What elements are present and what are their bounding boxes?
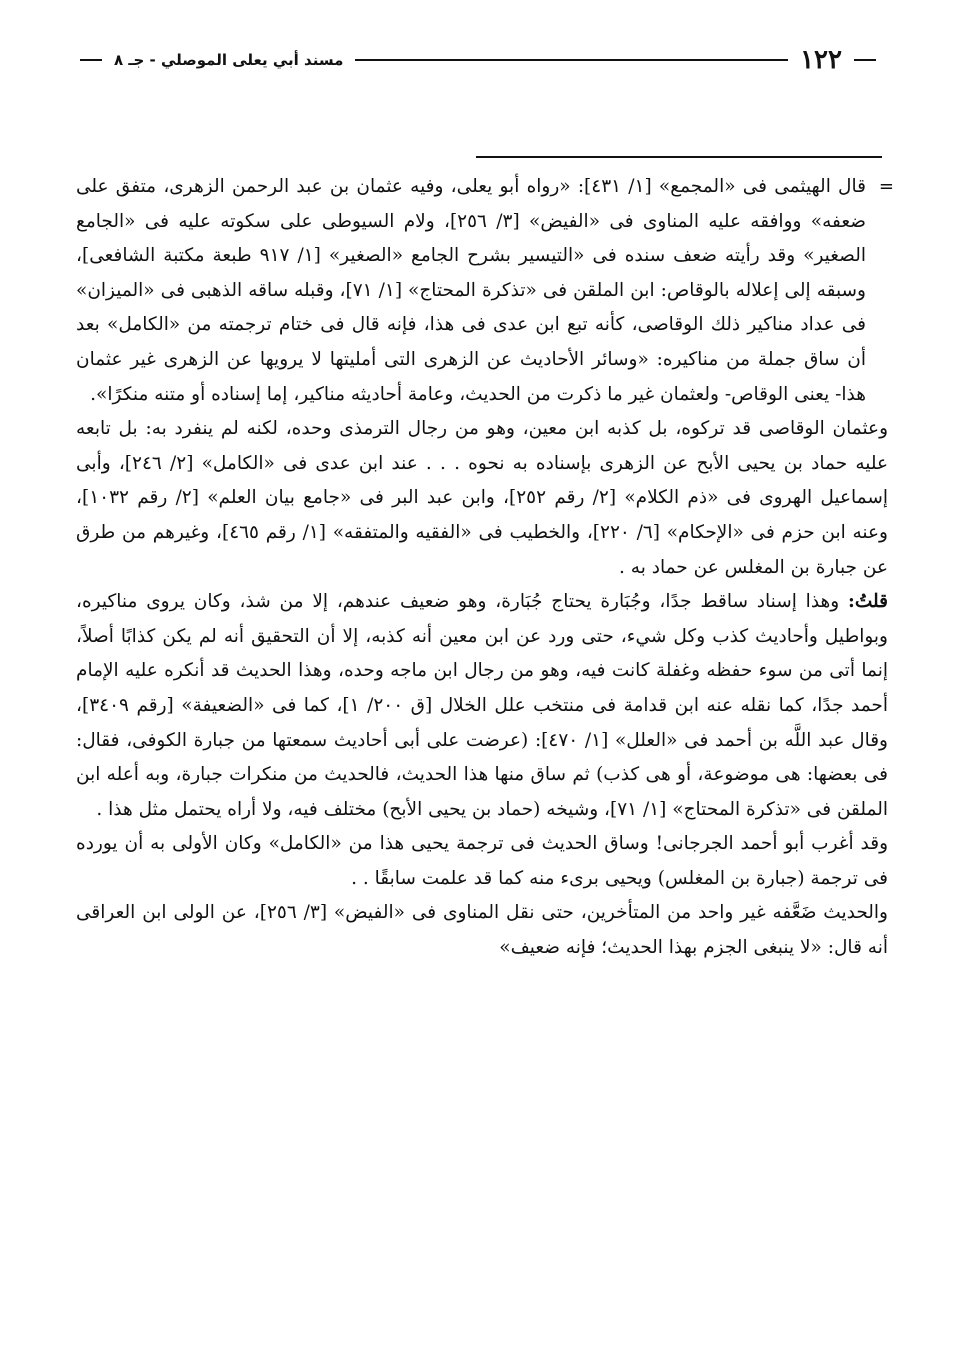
footnote-body: [76, 170, 894, 966]
running-title: مسند أبي يعلى الموصلي - جـ ٨: [114, 51, 344, 69]
footnote-paragraph: [76, 412, 888, 585]
footnote-paragraph: [76, 170, 894, 412]
header-rule: [355, 59, 788, 61]
paragraph-text: والحديث ضَعَّفه غير واحد من المتأخرين، حتى نقل المناوى فى «الفيض» [٣/ ٢٥٦]، عن الولى ابن العراقى أنه قال: «لا ينبغى الجزم بهذا الحديث؛ فإنه ضعيف»: [76, 902, 888, 959]
footnote-paragraph: [76, 585, 888, 827]
footnote-separator: [476, 156, 882, 158]
header-dash-left: [80, 59, 102, 61]
paragraph-text: وهذا إسناد ساقط جدًا، وجُبَارة يحتاج جُبَارة، وهو ضعيف عندهم، إلا من شذ، وكان يروى مناكيره، وبواطيل وأحاديث كذب وكل شيء، حتى ورد عن ابن معين أنه كذبه، إلا أن التحقيق أنه لم يكن كذابًا أصلاً، إنما أتى من سوء حفظه وغفلة كانت فيه، وهو من رجال ابن ماجه وحده، وهذا الحديث قد أنكره عليه الإمام أحمد جدًا، كما نقله عنه ابن قدامة فى منتخب علل الخلال [ق ٢٠٠/ ١]، كما فى «الضعيفة» [رقم ٣٤٠٩]، وقال عبد اللَّه بن أحمد فى «العلل» [١/ ٤٧٠]: (عرضت على أبى أحاديث سمعتها من جبارة الكوفى، فقال: فى بعضها: هى موضوعة، أو هى كذب) ثم ساق منها هذا الحديث، فالحديث من منكرات جبارة، وبه أعله ابن الملقن فى «تذكرة المحتاج» [١/ ٧١]، وشيخه (حماد بن يحيى الأبح) مختلف فيه، ولا أراه يحتمل مثل هذا .: [76, 591, 888, 820]
header-dash-right: [854, 59, 876, 61]
paragraph-text: قال الهيثمى فى «المجمع» [١/ ٤٣١]: «رواه أبو يعلى، وفيه عثمان بن عبد الرحمن الزهرى، متفق على ضعفه» ووافقه عليه المناوى فى «الفيض» [٣/ ٢٥٦]، ولام السيوطى على سكوته عليه فى «الجامع الصغير» وقد رأيته ضعف سنده فى «التيسير بشرح الجامع «الصغير» [١/ ٩١٧ طبعة مكتبة الشافعى]، وسبقه إلى إعلاله بالوقاص: ابن الملقن فى «تذكرة المحتاج» [١/ ٧١]، وقبله ساقه الذهبى فى «الميزان» فى عداد مناكير ذلك الوقاصى، كأنه تبع ابن عدى فى هذا، فإنه قال فى ختام ترجمته من «الكامل» بعد أن ساق جملة من مناكيره: «وسائر الأحاديث عن الزهرى التى أمليتها لا يرويها عن الزهرى غير عثمان هذا- يعنى الوقاص- ولعثمان غير ما ذكرت من الحديث، وعامة أحاديثه مناكير، إما إسناده أو متنه منكرًا».: [76, 176, 867, 405]
page-number: ١٢٢: [800, 45, 842, 75]
running-header: [80, 40, 876, 80]
footnote-paragraph: [76, 896, 888, 965]
paragraph-text: وقد أغرب أبو أحمد الجرجانى! وساق الحديث فى ترجمة يحيى هذا من «الكامل» وكان الأولى به أن يورده فى ترجمة (جبارة بن المغلس) ويحيى برىء منه كما قد علمت سابقًا . .: [76, 833, 888, 889]
footnote-paragraph: [76, 827, 888, 896]
paragraph-text: وعثمان الوقاصى قد تركوه، بل كذبه ابن معين، وهو من رجال الترمذى وحده، لكنه لم ينفرد به: بل تابعه عليه حماد بن يحيى الأبح عن الزهرى بإسناده به نحوه . . . عند ابن عدى فى «الكامل» [٢/ ٢٤٦]، وأبى إسماعيل الهروى فى «ذم الكلام» [٢/ رقم ٢٥٢]، وابن عبد البر فى «جامع بيان العلم» [٢/ رقم ١٠٣٢]، وعنه ابن حزم فى «الإحكام» [٦/ ٢٢٠]، والخطيب فى «الفقيه والمتفقه» [١/ رقم ٤٦٥]، وغيرهم من طرق عن جبارة بن المغلس عن حماد به .: [76, 418, 888, 578]
editor-note-label: قلتُ:: [848, 591, 888, 613]
continuation-marker: =: [878, 176, 894, 197]
